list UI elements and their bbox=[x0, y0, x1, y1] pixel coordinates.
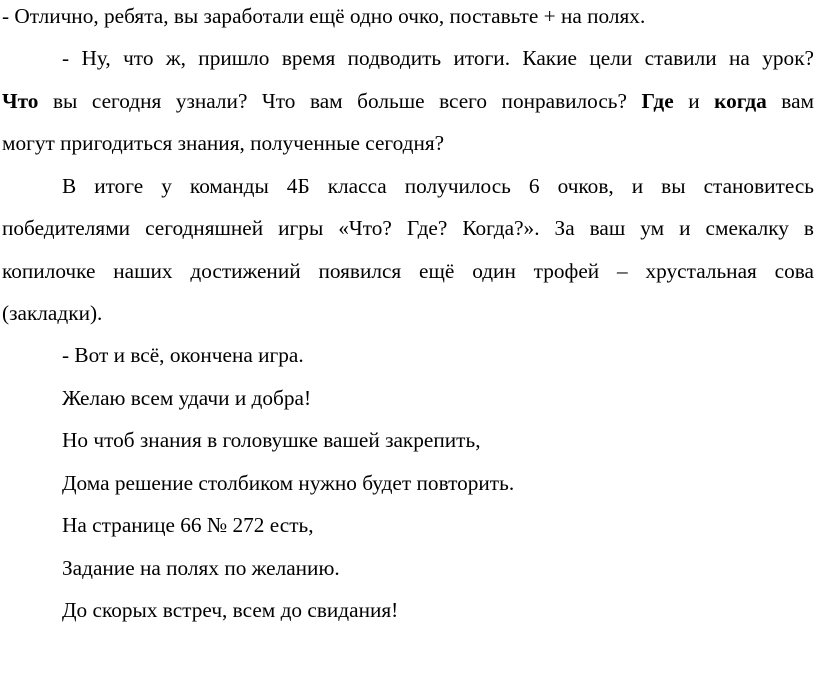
poem-line-3: Но чтоб знания в головушке вашей закрепить, bbox=[62, 428, 481, 452]
summary-line-2-end: вам bbox=[766, 89, 814, 113]
poem-line-2: Желаю всем удачи и добра! bbox=[62, 386, 312, 410]
bold-word-where: Где bbox=[641, 89, 674, 113]
poem-line-6: Задание на полях по желанию. bbox=[62, 556, 340, 580]
summary-line-2-and: и bbox=[673, 89, 715, 113]
result-line-1: В итоге у команды 4Б класса получилось 6 очков, и вы становитесь bbox=[62, 174, 814, 198]
result-line-4: (закладки). bbox=[2, 301, 103, 325]
summary-line-1: - Ну, что ж, пришло время подводить итоги. Какие цели ставили на урок? bbox=[62, 46, 814, 70]
bold-word-when: когда bbox=[714, 89, 767, 113]
intro-line: - Отлично, ребята, вы заработали ещё одно очко, поставьте + на полях. bbox=[2, 4, 646, 28]
result-line-3: копилочке наших достижений появился ещё один трофей – хрустальная сова bbox=[2, 259, 814, 283]
poem-line-4: Дома решение столбиком нужно будет повторить. bbox=[62, 471, 515, 495]
poem-line-1: - Вот и всё, окончена игра. bbox=[62, 343, 304, 367]
summary-line-2 bbox=[2, 89, 814, 113]
summary-line-3: могут пригодиться знания, полученные сегодня? bbox=[2, 131, 445, 155]
poem-line-5: На странице 66 № 272 есть, bbox=[62, 513, 314, 537]
summary-line-2-middle: вы сегодня узнали? Что вам больше всего понравилось? bbox=[38, 89, 642, 113]
result-line-2: победителями сегодняшней игры «Что? Где? Когда?». За ваш ум и смекалку в bbox=[2, 216, 814, 240]
poem-line-7: До скорых встреч, всем до свидания! bbox=[62, 598, 399, 622]
bold-word-what: Что bbox=[2, 89, 39, 113]
